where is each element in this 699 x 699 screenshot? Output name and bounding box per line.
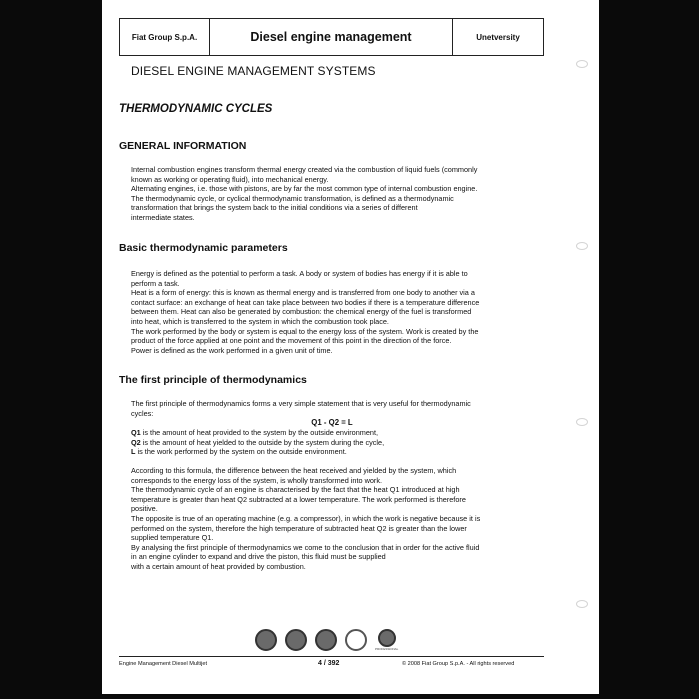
header-title: Diesel engine management xyxy=(210,19,453,55)
text-line: The first principle of thermodynamics forms a very simple statement that is very useful for thermodynamic xyxy=(131,399,471,408)
definition-text: is the amount of heat yielded to the outside by the system during the cycle, xyxy=(140,437,385,447)
formula: Q1 - Q2 = L xyxy=(311,418,353,427)
page-header xyxy=(119,18,544,56)
text-line: By analysing the first principle of thermodynamics we come to the conclusion that in order for the active fluid xyxy=(131,542,480,552)
header-company: Fiat Group S.p.A. xyxy=(120,19,210,55)
heading-first-principle: The first principle of thermodynamics xyxy=(119,374,307,386)
text-line: Energy is defined as the potential to perform a task. A body or system of bodies has energy if it is able to xyxy=(131,269,468,278)
text-line: The thermodynamic cycle of an engine is characterised by the fact that the heat Q1 introduced at high xyxy=(131,485,460,495)
definition-text: is the work performed by the system on the outside environment. xyxy=(135,447,347,457)
fiat-logo-icon xyxy=(285,629,307,651)
header-right: Unetversity xyxy=(476,32,520,42)
punch-hole xyxy=(576,242,588,250)
scan-border-left xyxy=(0,0,102,699)
text-line: intermediate states. xyxy=(131,212,195,222)
definition-term: L xyxy=(131,447,136,457)
text-line: transformation that brings the system back to the initial conditions via a series of different xyxy=(131,203,418,213)
definition-q1 xyxy=(131,428,533,438)
text-line: corresponds to the energy loss of the system, is wholly transformed into work. xyxy=(131,475,383,485)
definition-term: Q2 xyxy=(131,437,141,447)
text-line: Internal combustion engines transform thermal energy created via the combustion of liquid fuels (commonly xyxy=(131,165,478,174)
text-line: product of the force applied at one point and the movement of this point in the direction of the force. xyxy=(131,336,452,346)
section-title: THERMODYNAMIC CYCLES xyxy=(119,103,273,115)
footer-rule xyxy=(119,656,544,657)
text-line: into heat, which is transferred to the system in which the combustion took place. xyxy=(131,316,389,326)
logo-caption: PROFESSIONAL xyxy=(375,647,399,651)
footer-left: Engine Management Diesel Multijet xyxy=(119,661,207,667)
paragraph-first-body xyxy=(131,466,533,572)
text-line: contact surface: an exchange of heat can take place between two bodies if there is a temperature difference xyxy=(131,297,480,307)
maserati-logo-icon xyxy=(345,629,367,651)
text-line: between them. Heat can also be generated by combustion: the chemical energy of the fuel is transformed xyxy=(131,307,472,317)
definition-l xyxy=(131,447,533,457)
text-line: The thermodynamic cycle, or cyclical thermodynamic transformation, is defined as a thermodynamic xyxy=(131,193,454,203)
definition-text: is the amount of heat provided to the system by the outside environment, xyxy=(140,428,379,437)
page-number: 4 / 392 xyxy=(318,660,340,667)
heading-general-information: GENERAL INFORMATION xyxy=(119,140,247,152)
text-line: supplied temperature Q1. xyxy=(131,533,214,543)
text-line: temperature is greater than heat Q2 subtracted at a lower temperature. The work performed is therefore xyxy=(131,494,466,504)
brand-logos xyxy=(255,629,398,651)
paragraph-first-intro xyxy=(131,399,533,418)
text-line: performed on the system, therefore the high temperature of subtracted heat Q2 is greater than the lower xyxy=(131,523,467,533)
definitions-list xyxy=(131,428,533,457)
text-line: with a certain amount of heat provided by combustion. xyxy=(131,561,306,571)
text-line: positive. xyxy=(131,504,158,514)
text-line: The work performed by the body or system is equal to the energy loss of the system. Work is created by the xyxy=(131,326,479,336)
document-title: DIESEL ENGINE MANAGEMENT SYSTEMS xyxy=(131,64,376,78)
definition-q2 xyxy=(131,438,533,448)
text-line: in an engine cylinder to expand and drive the piston, this fluid must be supplied xyxy=(131,552,386,562)
text-line: Heat is a form of energy: this is known as thermal energy and is transferred from one body to another via a xyxy=(131,288,475,298)
text-line: Alternating engines, i.e. those with pistons, are by far the most common type of internal combustion engine. xyxy=(131,184,478,194)
punch-hole xyxy=(576,418,588,426)
heading-basic-parameters: Basic thermodynamic parameters xyxy=(119,242,288,254)
text-line: According to this formula, the difference between the heat received and yielded by the system, which xyxy=(131,466,457,475)
text-line: perform a task. xyxy=(131,278,180,288)
footer-copyright: © 2008 Fiat Group S.p.A. - All rights reserved xyxy=(402,661,515,667)
text-line: Power is defined as the work performed in a given unit of time. xyxy=(131,345,333,355)
scan-border-bottom xyxy=(0,694,699,699)
definition-term: Q1 xyxy=(131,428,141,437)
paragraph-basic xyxy=(131,269,533,355)
punch-hole xyxy=(576,600,588,608)
text-line: The opposite is true of an operating machine (e.g. a compressor), in which the work is negative because it is xyxy=(131,513,481,523)
scan-border-right xyxy=(599,0,699,699)
lancia-logo-icon xyxy=(255,629,277,651)
text-line: cycles: xyxy=(131,408,154,418)
paragraph-general xyxy=(131,165,533,223)
text-line: known as working or operating fluid), into mechanical energy. xyxy=(131,174,329,184)
alfa-romeo-logo-icon xyxy=(315,629,337,651)
fiat-professional-logo xyxy=(375,629,398,651)
fiat-professional-logo-icon xyxy=(378,629,396,647)
punch-hole xyxy=(576,60,588,68)
